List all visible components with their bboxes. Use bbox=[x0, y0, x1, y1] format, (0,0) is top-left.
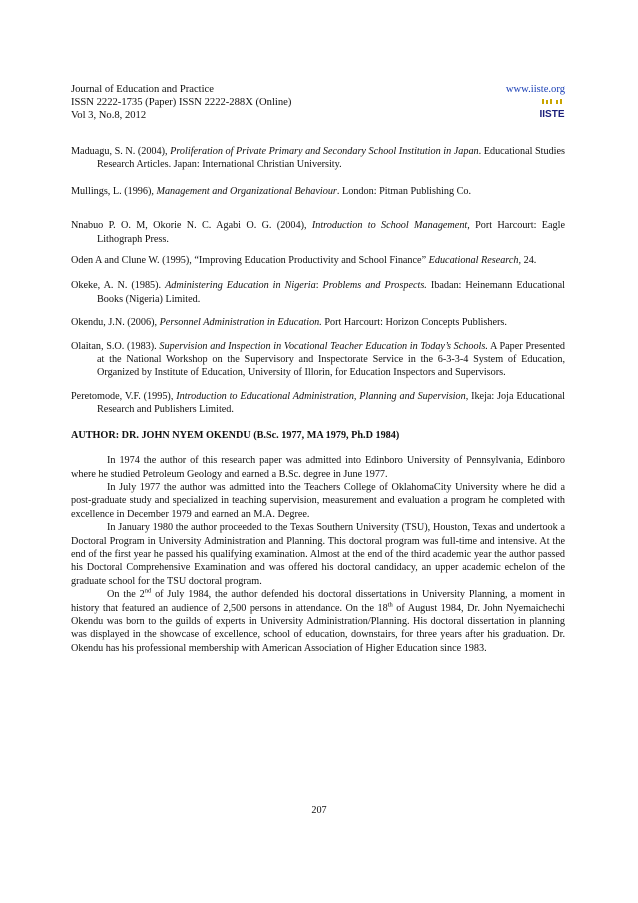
bio-paragraph: In July 1977 the author was admitted into the Teachers College of OklahomaCity University where he did a post-graduate study and specialized in teaching supervision, measurement and evaluation a program he completed with excellence in December 1979 and earned an M.A. Degree. bbox=[71, 481, 565, 520]
journal-issn: ISSN 2222-1735 (Paper) ISSN 2222-288X (Online) bbox=[71, 97, 292, 108]
bio-paragraph: On the 2nd of July 1984, the author defended his doctoral dissertations in University Planning, a moment in history that featured an audience of 2,500 persons in attendance. On the 18th of August 1984, Dr. John Nyemaichechi Okendu was born to the guilds of experts in University Administration/Planning. His doctoral dissertation in planning was displayed in the showcase of excellence, school of education, downstairs, for three years after his graduation. Dr. Okendu has his professional membership with American Association of Higher Education since 1983. bbox=[71, 587, 565, 654]
reference-item: Oden A and Clune W. (1995), “Improving Education Productivity and School Finance” Educational Research, 24. bbox=[71, 255, 537, 267]
journal-name: Journal of Education and Practice bbox=[71, 84, 214, 95]
reference-item: Okendu, J.N. (2006), Personnel Administration in Education. Port Harcourt: Horizon Concepts Publishers. bbox=[71, 317, 507, 329]
reference-item: Okeke, A. N. (1985). Administering Education in Nigeria: Problems and Prospects. Ibadan: Heinemann Educational Books (Nigeria) Limited. bbox=[71, 280, 565, 305]
reference-item: Maduagu, S. N. (2004), Proliferation of Private Primary and Secondary School Institution in Japan. Educational Studies Research Articles. Japan: International Christian University. bbox=[71, 146, 565, 171]
logo-text: IISTE bbox=[539, 109, 565, 120]
journal-volume: Vol 3, No.8, 2012 bbox=[71, 110, 147, 121]
reference-item: Peretomode, V.F. (1995), Introduction to Educational Administration, Planning and Supervision, Ikeja: Joja Educational Research and Publishers Limited. bbox=[71, 390, 565, 416]
bio-paragraph: In January 1980 the author proceeded to the Texas Southern University (TSU), Houston, Texas and undertook a Doctoral Program in University Administration and Planning. This doctoral program was full-time and intensive. At the end of the first year he passed his qualifying examination. Almost at the end of the third academic year the author passed his Doctoral Comprehensive Examination and was offered his doctoral candidacy, an upper academic echelon of the graduate school for the TSU doctoral program. bbox=[71, 522, 565, 587]
page-content bbox=[71, 145, 565, 655]
iiste-logo-icon bbox=[539, 98, 565, 120]
reference-item: Olaitan, S.O. (1983). Supervision and Inspection in Vocational Teacher Education in Today’s Schools. A Paper Presented at the National Workshop on the Supervisory and Inspectorate Service in the 6-3-3-4 System of Education, Organized by Institute of Education, University of Illorin, for Education Inspectors and Supervisors. bbox=[71, 340, 565, 379]
page-header bbox=[71, 83, 565, 123]
page-number: 207 bbox=[311, 805, 327, 816]
reference-item: Nnabuo P. O. M, Okorie N. C. Agabi O. G. (2004), Introduction to School Management, Port Harcourt: Eagle Lithograph Press. bbox=[71, 220, 565, 245]
author-heading: AUTHOR: DR. JOHN NYEM OKENDU (B.Sc. 1977, MA 1979, Ph.D 1984) bbox=[71, 429, 400, 441]
reference-item: Mullings, L. (1996), Management and Organizational Behaviour. London: Pitman Publishing Co. bbox=[71, 185, 472, 197]
bio-paragraph: In 1974 the author of this research paper was admitted into Edinboro University of Pennsylvania, Edinboro where he studied Petroleum Geology and earned a B.Sc. degree in June 1977. bbox=[71, 455, 565, 480]
journal-url-link[interactable]: www.iiste.org bbox=[505, 84, 565, 95]
